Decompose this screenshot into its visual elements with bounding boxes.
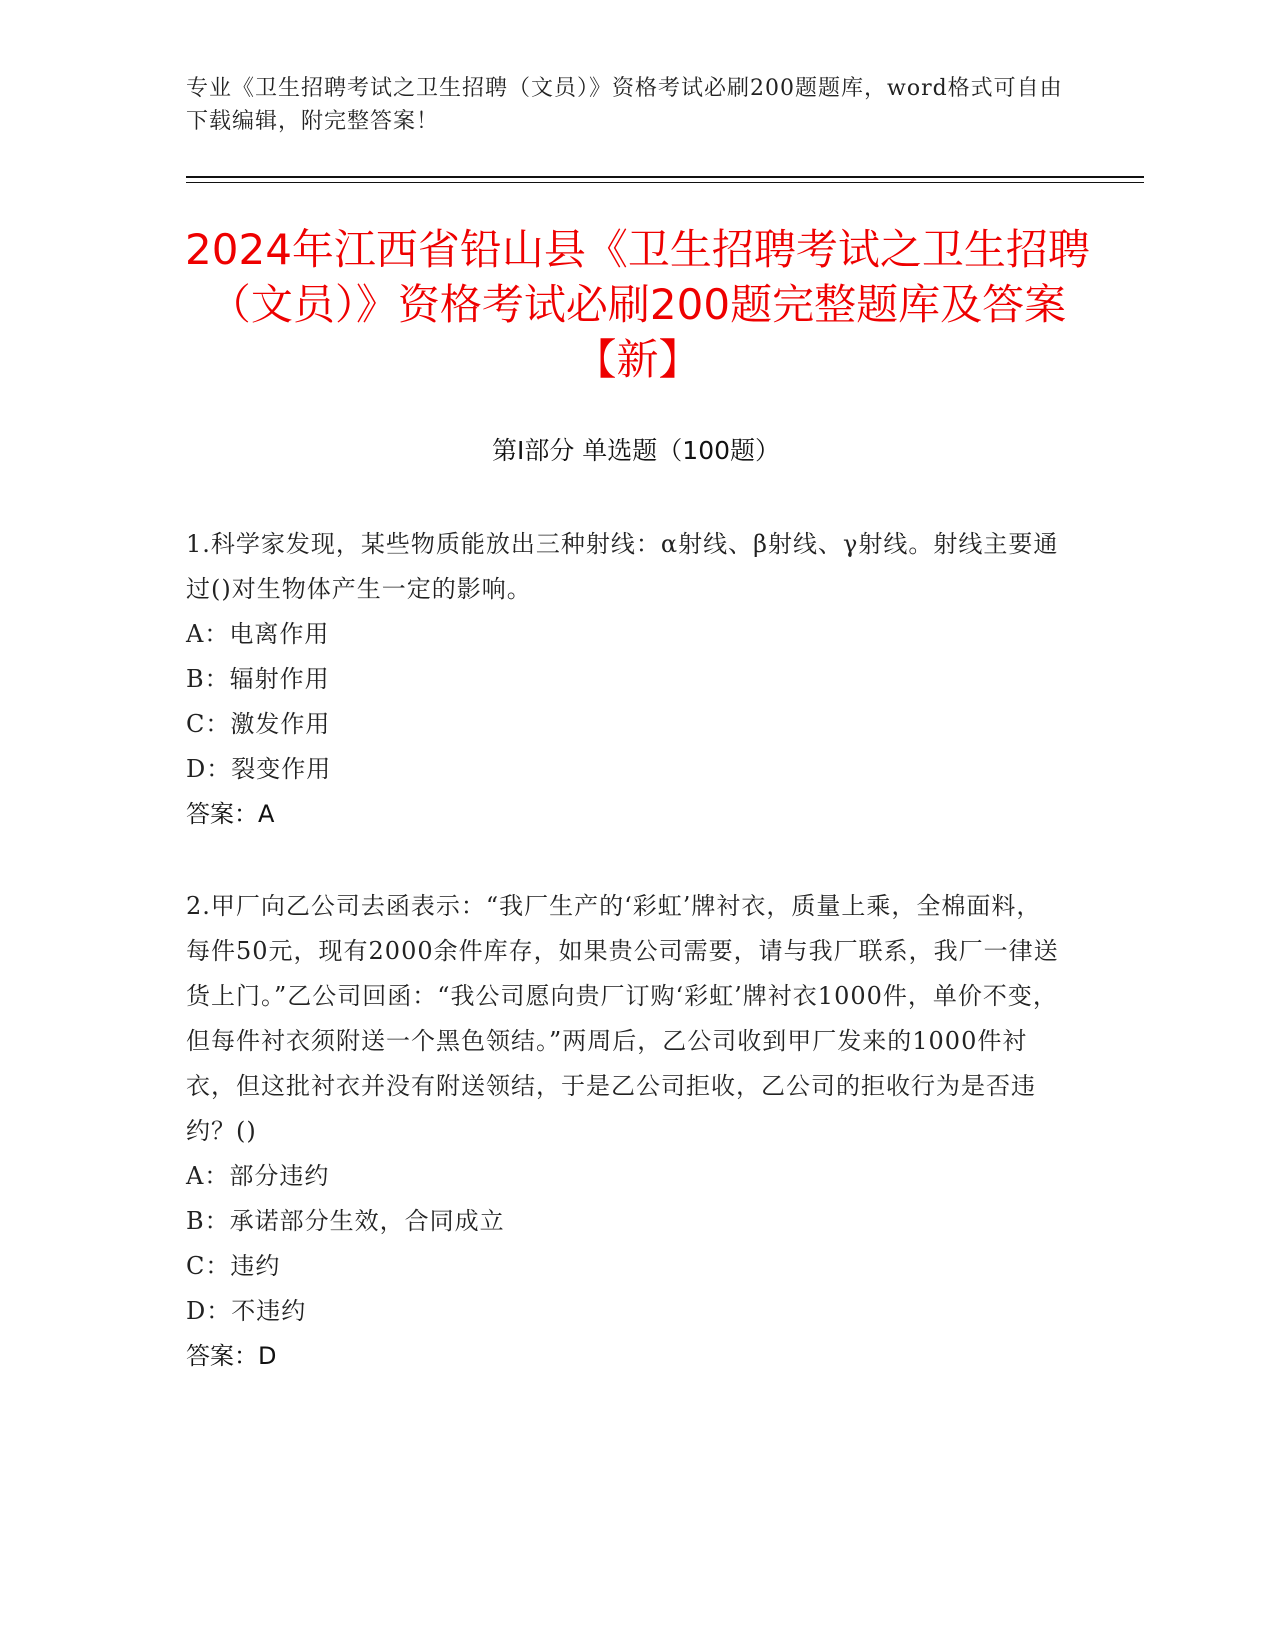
option-b: B：辐射作用 — [186, 665, 330, 693]
option-a: A：电离作用 — [186, 620, 330, 648]
option-b: B：承诺部分生效，合同成立 — [186, 1207, 505, 1235]
header-note: 专业《卫生招聘考试之卫生招聘（文员）》资格考试必刷200题题库，word格式可自由下载编辑，附完整答案！ — [186, 76, 1063, 134]
question-stem: 2.甲厂向乙公司去函表示：“我厂生产的‘彩虹’牌衬衣，质量上乘，全棉面料，每件50元，现有2000余件库存，如果贵公司需要，请与我厂联系，我厂一律送货上门。”乙公司回函：“我公司愿向贵厂订购‘彩虹’牌衬衣1000件，单价不变，但每件衬衣须附送一个黑色领结。”两周后，乙公司收到甲厂发来的1000件衬衣，但这批衬衣并没有附送领结，于是乙公司拒收，乙公司的拒收行为是否违约？() — [186, 892, 1059, 1145]
question-2 — [186, 884, 1066, 1379]
option-c: C：激发作用 — [186, 710, 331, 738]
question-stem: 1.科学家发现，某些物质能放出三种射线：α射线、β射线、γ射线。射线主要通过()对生物体产生一定的影响。 — [186, 530, 1059, 603]
question-1 — [186, 522, 1066, 837]
section-title: 第Ⅰ部分 单选题（100题） — [491, 436, 781, 465]
header-divider-thin — [186, 182, 1144, 183]
header-divider-thick — [186, 176, 1144, 178]
answer: 答案：A — [186, 800, 275, 828]
answer: 答案：D — [186, 1342, 277, 1370]
document-title: 2024年江西省铅山县《卫生招聘考试之卫生招聘（文员）》资格考试必刷200题完整题库及答案【新】 — [185, 225, 1090, 384]
option-a: A：部分违约 — [186, 1162, 330, 1190]
option-c: C：违约 — [186, 1252, 281, 1280]
option-d: D：不违约 — [186, 1297, 307, 1325]
option-d: D：裂变作用 — [186, 755, 332, 783]
